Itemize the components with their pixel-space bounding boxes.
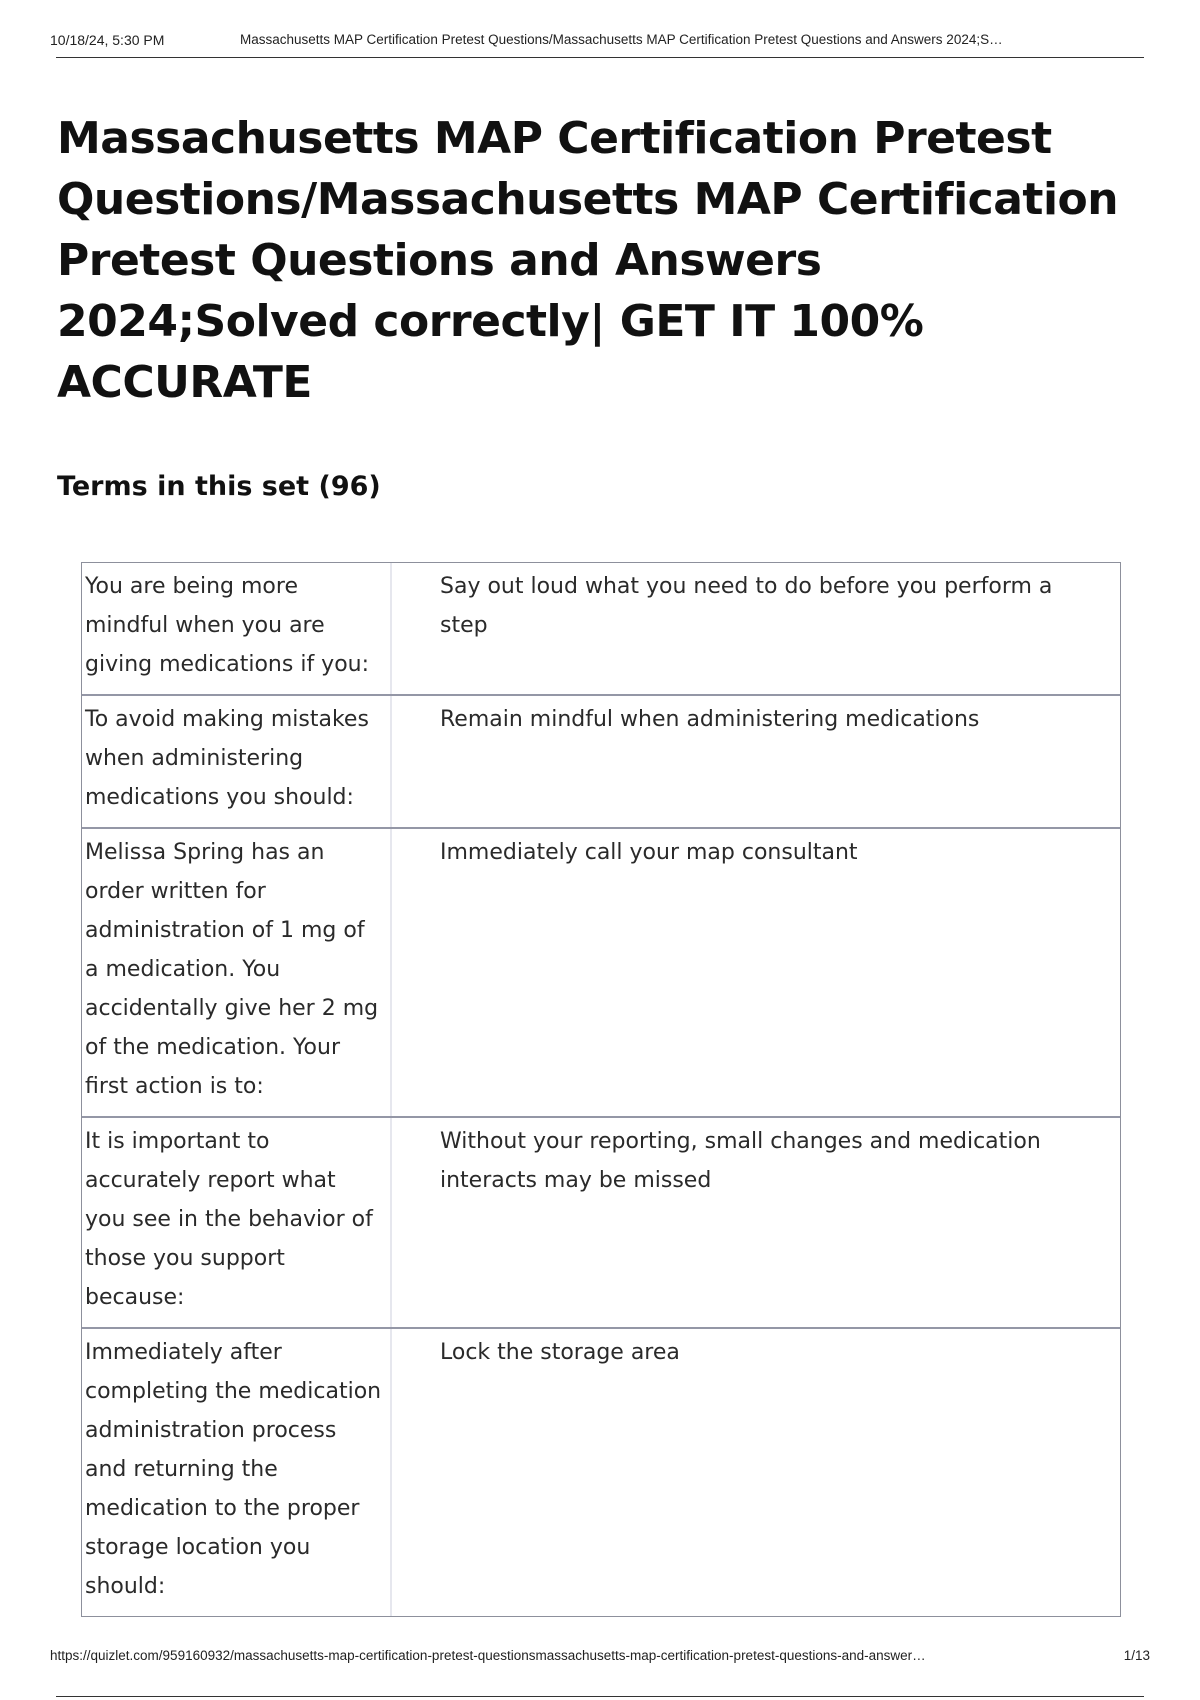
term-row: [82, 563, 1120, 696]
definition-text: Lock the storage area: [440, 1340, 680, 1365]
definition-text: Immediately call your map consultant: [440, 840, 858, 865]
page-title: Massachusetts MAP Certification Pretest Questions/Massachusetts MAP Certification Pretest Questions and Answers 2024;Solved correctly| GET IT 100% ACCURATE: [57, 113, 1119, 408]
footer-divider: [56, 1696, 1144, 1697]
print-date: 10/18/24, 5:30 PM: [50, 32, 165, 48]
term-text: To avoid making mistakes when administering medications you should:: [82, 696, 392, 827]
term-row: [82, 696, 1120, 829]
term-text: You are being more mindful when you are giving medications if you:: [82, 563, 392, 694]
term-text: Immediately after completing the medication administration process and returning the medication to the proper storage location you should:: [82, 1329, 392, 1616]
page-number: 1/13: [1123, 1648, 1150, 1663]
terms-heading: Terms in this set (96): [57, 471, 381, 502]
term-row: [82, 829, 1120, 1118]
term-row: [82, 1118, 1120, 1329]
terms-table: [81, 562, 1121, 1617]
print-url: https://quizlet.com/959160932/massachusetts-map-certification-pretest-questionsmassachusetts-map-certification-pretest-questions-and-answer…: [50, 1648, 926, 1663]
print-doc-title: Massachusetts MAP Certification Pretest Questions/Massachusetts MAP Certification Pretest Questions and Answers 2024;S…: [240, 32, 1003, 47]
header-divider: [56, 57, 1144, 58]
definition-text: Remain mindful when administering medications: [440, 707, 980, 732]
term-text: Melissa Spring has an order written for administration of 1 mg of a medication. You accidentally give her 2 mg of the medication. Your first action is to:: [82, 829, 392, 1116]
definition-text: Say out loud what you need to do before you perform a step: [440, 574, 1053, 638]
print-header: [50, 28, 1150, 58]
term-text: It is important to accurately report what you see in the behavior of those you support because:: [82, 1118, 392, 1327]
print-footer: [50, 1648, 1150, 1670]
term-row: [82, 1329, 1120, 1616]
definition-text: Without your reporting, small changes and medication interacts may be missed: [440, 1129, 1041, 1193]
